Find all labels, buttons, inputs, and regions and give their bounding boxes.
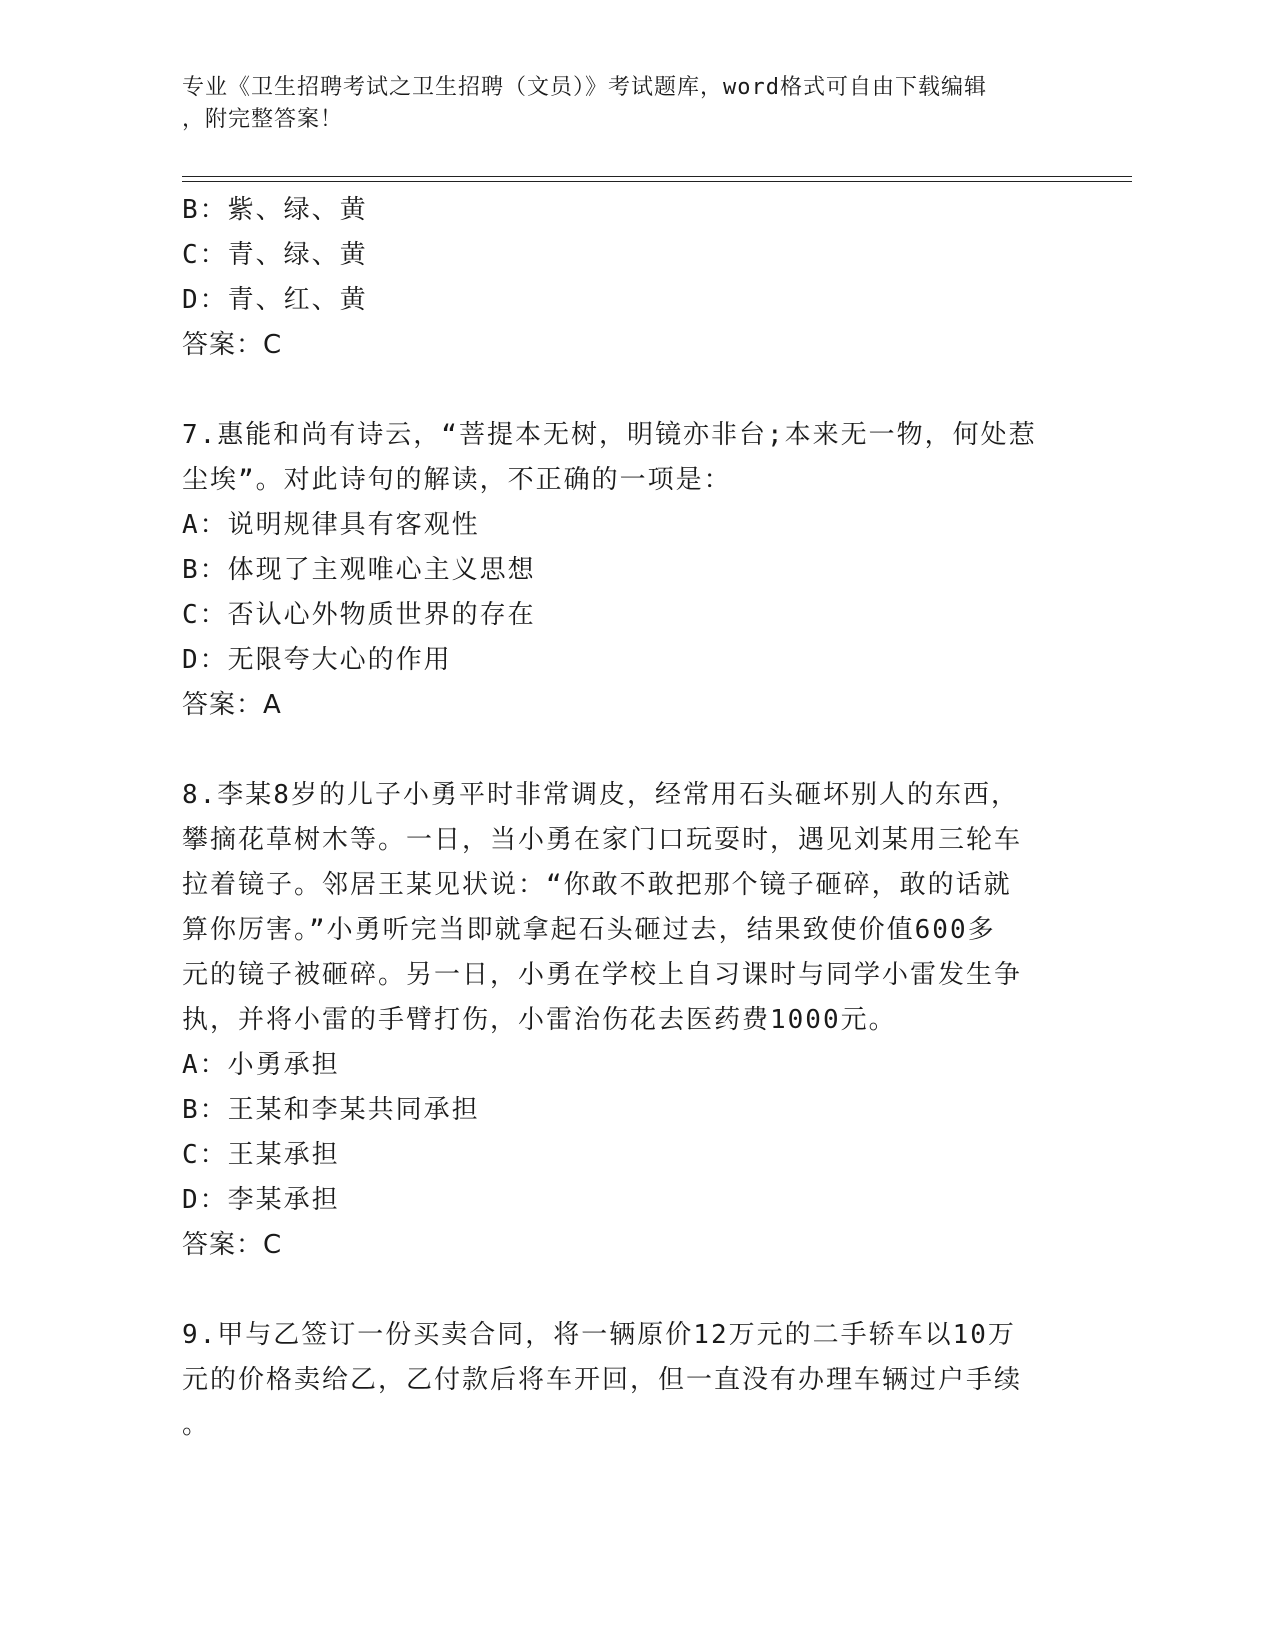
q8-option-c: C：王某承担 bbox=[182, 1140, 340, 1170]
q8-option-b: B：王某和李某共同承担 bbox=[182, 1095, 480, 1125]
q7-option-a: A：说明规律具有客观性 bbox=[182, 510, 480, 540]
q7-answer: 答案：A bbox=[182, 690, 282, 720]
q8-stem-line: 元的镜子被砸碎。另一日，小勇在学校上自习课时与同学小雷发生争 bbox=[182, 960, 1023, 990]
q8-stem-line: 拉着镜子。邻居王某见状说：“你敢不敢把那个镜子砸碎，敢的话就 bbox=[182, 870, 1012, 900]
spacer bbox=[182, 368, 1062, 413]
q7-option-c: C：否认心外物质世界的存在 bbox=[182, 600, 536, 630]
header-rule-top bbox=[182, 176, 1132, 177]
spacer bbox=[182, 728, 1062, 773]
question-6-continuation bbox=[182, 188, 1062, 368]
header-title-line-2: ，附完整答案！ bbox=[182, 107, 344, 132]
q8-stem-line: 算你厉害。”小勇听完当即就拿起石头砸过去，结果致使价值600多 bbox=[182, 915, 996, 945]
question-8 bbox=[182, 773, 1062, 1268]
q7-option-b: B：体现了主观唯心主义思想 bbox=[182, 555, 536, 585]
q9-stem-line: 元的价格卖给乙，乙付款后将车开回，但一直没有办理车辆过户手续 bbox=[182, 1365, 1023, 1395]
question-7 bbox=[182, 413, 1062, 728]
question-list bbox=[182, 188, 1062, 1448]
q6-option-b: B：紫、绿、黄 bbox=[182, 195, 368, 225]
header-rule-bottom bbox=[182, 181, 1132, 182]
q8-option-d: D：李某承担 bbox=[182, 1185, 340, 1215]
spacer bbox=[182, 1268, 1062, 1313]
page-header bbox=[182, 72, 1062, 136]
q7-stem-line: 尘埃”。对此诗句的解读，不正确的一项是： bbox=[182, 465, 732, 495]
q6-option-d: D：青、红、黄 bbox=[182, 285, 368, 315]
header-title-line-1: 专业《卫生招聘考试之卫生招聘（文员）》考试题库，word格式可自由下载编辑 bbox=[182, 75, 987, 100]
q8-option-a: A：小勇承担 bbox=[182, 1050, 340, 1080]
q7-option-d: D：无限夸大心的作用 bbox=[182, 645, 452, 675]
q8-answer: 答案：C bbox=[182, 1230, 283, 1260]
q6-answer: 答案：C bbox=[182, 330, 283, 360]
q8-stem-line: 执，并将小雷的手臂打伤，小雷治伤花去医药费1000元。 bbox=[182, 1005, 897, 1035]
q9-stem-line: 。 bbox=[182, 1410, 211, 1440]
q8-stem-line: 8.李某8岁的儿子小勇平时非常调皮，经常用石头砸坏别人的东西， bbox=[182, 780, 1019, 810]
q7-stem-line: 7.惠能和尚有诗云，“菩提本无树，明镜亦非台;本来无一物，何处惹 bbox=[182, 420, 1037, 450]
q6-option-c: C：青、绿、黄 bbox=[182, 240, 368, 270]
q8-stem-line: 攀摘花草树木等。一日，当小勇在家门口玩耍时，遇见刘某用三轮车 bbox=[182, 825, 1023, 855]
question-9 bbox=[182, 1313, 1062, 1448]
q9-stem-line: 9.甲与乙签订一份买卖合同，将一辆原价12万元的二手轿车以10万 bbox=[182, 1320, 1016, 1350]
